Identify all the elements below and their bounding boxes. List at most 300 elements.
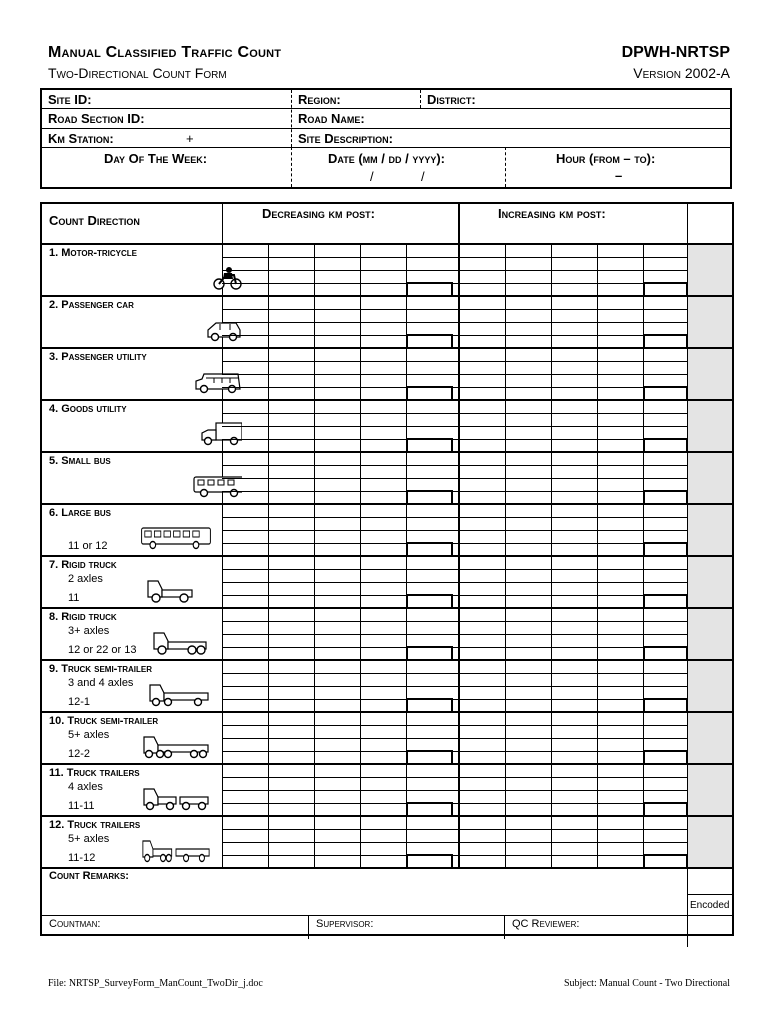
day-of-week-field[interactable]: Day Of The Week: — [104, 151, 208, 166]
tally-cell[interactable] — [361, 778, 406, 790]
tally-cell[interactable] — [315, 349, 360, 361]
tally-cell[interactable] — [407, 271, 452, 283]
tally-cell[interactable] — [361, 466, 406, 478]
tally-cell[interactable] — [407, 362, 452, 374]
tally-cell[interactable] — [269, 310, 314, 322]
tally-cell[interactable] — [460, 674, 505, 686]
tally-cell[interactable] — [407, 739, 452, 751]
tally-cell[interactable] — [598, 765, 643, 777]
tally-cell[interactable] — [506, 258, 551, 270]
tally-cell[interactable] — [223, 297, 268, 309]
tally-cell[interactable] — [460, 518, 505, 530]
tally-cell[interactable] — [223, 635, 268, 647]
tally-cell[interactable] — [552, 830, 597, 842]
tally-cell[interactable] — [315, 362, 360, 374]
tally-cell[interactable] — [598, 310, 643, 322]
tally-cell[interactable] — [506, 635, 551, 647]
tally-cell[interactable] — [506, 726, 551, 738]
tally-cell[interactable] — [552, 687, 597, 699]
tally-cell[interactable] — [552, 531, 597, 543]
tally-cell[interactable] — [552, 375, 597, 387]
tally-cell[interactable] — [460, 310, 505, 322]
tally-cell[interactable] — [460, 479, 505, 491]
tally-cell[interactable] — [269, 505, 314, 517]
encoded-cell[interactable] — [688, 297, 732, 347]
tally-cell[interactable] — [598, 713, 643, 725]
tally-cell[interactable] — [460, 609, 505, 621]
tally-cell[interactable] — [644, 362, 689, 374]
tally-cell[interactable] — [223, 609, 268, 621]
tally-cell[interactable] — [598, 609, 643, 621]
tally-cell[interactable] — [269, 622, 314, 634]
tally-cell[interactable] — [552, 453, 597, 465]
tally-cell[interactable] — [361, 401, 406, 413]
tally-cell[interactable] — [315, 570, 360, 582]
tally-cell[interactable] — [506, 817, 551, 829]
tally-cell[interactable] — [315, 479, 360, 491]
tally-cell[interactable] — [460, 713, 505, 725]
tally-cell[interactable] — [315, 466, 360, 478]
tally-cell[interactable] — [269, 635, 314, 647]
tally-cell[interactable] — [315, 687, 360, 699]
tally-cell[interactable] — [598, 635, 643, 647]
tally-cell[interactable] — [598, 414, 643, 426]
tally-cell[interactable] — [223, 817, 268, 829]
tally-cell[interactable] — [506, 323, 551, 335]
tally-cell[interactable] — [223, 362, 268, 374]
tally-cell[interactable] — [269, 427, 314, 439]
tally-cell[interactable] — [506, 570, 551, 582]
tally-cell[interactable] — [269, 245, 314, 257]
tally-cell[interactable] — [460, 297, 505, 309]
tally-cell[interactable] — [315, 765, 360, 777]
tally-cell[interactable] — [407, 245, 452, 257]
tally-cell[interactable] — [506, 778, 551, 790]
tally-cell[interactable] — [460, 414, 505, 426]
tally-cell[interactable] — [361, 245, 406, 257]
tally-cell[interactable] — [407, 583, 452, 595]
tally-cell[interactable] — [223, 726, 268, 738]
tally-cell[interactable] — [644, 258, 689, 270]
tally-cell[interactable] — [223, 466, 268, 478]
tally-cell[interactable] — [552, 635, 597, 647]
tally-cell[interactable] — [506, 245, 551, 257]
tally-cell[interactable] — [644, 817, 689, 829]
tally-cell[interactable] — [598, 453, 643, 465]
tally-cell[interactable] — [223, 622, 268, 634]
tally-cell[interactable] — [361, 453, 406, 465]
tally-cell[interactable] — [407, 297, 452, 309]
tally-cell[interactable] — [644, 414, 689, 426]
tally-cell[interactable] — [269, 453, 314, 465]
tally-cell[interactable] — [361, 323, 406, 335]
tally-cell[interactable] — [407, 570, 452, 582]
tally-cell[interactable] — [269, 557, 314, 569]
tally-cell[interactable] — [269, 674, 314, 686]
tally-cell[interactable] — [407, 505, 452, 517]
tally-cell[interactable] — [598, 778, 643, 790]
tally-cell[interactable] — [361, 726, 406, 738]
tally-cell[interactable] — [460, 778, 505, 790]
tally-cell[interactable] — [460, 466, 505, 478]
tally-cell[interactable] — [407, 713, 452, 725]
tally-cell[interactable] — [407, 349, 452, 361]
tally-cell[interactable] — [361, 531, 406, 543]
tally-cell[interactable] — [460, 375, 505, 387]
tally-cell[interactable] — [506, 505, 551, 517]
tally-cell[interactable] — [506, 271, 551, 283]
tally-cell[interactable] — [223, 661, 268, 673]
tally-cell[interactable] — [552, 271, 597, 283]
tally-cell[interactable] — [598, 817, 643, 829]
tally-cell[interactable] — [644, 453, 689, 465]
tally-cell[interactable] — [644, 349, 689, 361]
tally-cell[interactable] — [644, 843, 689, 855]
tally-cell[interactable] — [223, 323, 268, 335]
tally-cell[interactable] — [598, 570, 643, 582]
tally-cell[interactable] — [223, 674, 268, 686]
tally-cell[interactable] — [315, 583, 360, 595]
tally-cell[interactable] — [460, 830, 505, 842]
tally-cell[interactable] — [598, 622, 643, 634]
tally-cell[interactable] — [552, 583, 597, 595]
tally-cell[interactable] — [552, 674, 597, 686]
tally-cell[interactable] — [460, 739, 505, 751]
tally-cell[interactable] — [644, 661, 689, 673]
tally-cell[interactable] — [506, 622, 551, 634]
tally-cell[interactable] — [315, 453, 360, 465]
tally-cell[interactable] — [598, 349, 643, 361]
tally-cell[interactable] — [223, 830, 268, 842]
tally-cell[interactable] — [552, 401, 597, 413]
tally-cell[interactable] — [361, 687, 406, 699]
tally-cell[interactable] — [361, 518, 406, 530]
tally-cell[interactable] — [460, 427, 505, 439]
tally-cell[interactable] — [361, 505, 406, 517]
tally-cell[interactable] — [361, 791, 406, 803]
tally-cell[interactable] — [552, 791, 597, 803]
tally-cell[interactable] — [223, 843, 268, 855]
tally-cell[interactable] — [644, 674, 689, 686]
tally-cell[interactable] — [506, 687, 551, 699]
tally-cell[interactable] — [598, 843, 643, 855]
tally-cell[interactable] — [269, 687, 314, 699]
tally-cell[interactable] — [506, 830, 551, 842]
encoded-cell[interactable] — [688, 713, 732, 763]
tally-cell[interactable] — [407, 674, 452, 686]
tally-cell[interactable] — [407, 453, 452, 465]
tally-cell[interactable] — [506, 297, 551, 309]
tally-cell[interactable] — [361, 479, 406, 491]
tally-cell[interactable] — [407, 414, 452, 426]
tally-cell[interactable] — [506, 739, 551, 751]
tally-cell[interactable] — [361, 843, 406, 855]
encoded-cell[interactable] — [688, 609, 732, 659]
tally-cell[interactable] — [460, 557, 505, 569]
tally-cell[interactable] — [598, 466, 643, 478]
road-section-id-field[interactable]: Road Section ID: — [48, 111, 145, 126]
tally-cell[interactable] — [269, 375, 314, 387]
tally-cell[interactable] — [361, 817, 406, 829]
tally-cell[interactable] — [361, 765, 406, 777]
tally-cell[interactable] — [460, 531, 505, 543]
tally-cell[interactable] — [460, 401, 505, 413]
tally-cell[interactable] — [269, 778, 314, 790]
tally-cell[interactable] — [269, 414, 314, 426]
tally-cell[interactable] — [407, 375, 452, 387]
tally-cell[interactable] — [598, 674, 643, 686]
tally-cell[interactable] — [223, 791, 268, 803]
tally-cell[interactable] — [506, 362, 551, 374]
hour-field[interactable]: Hour (from – to): — [556, 151, 656, 166]
tally-cell[interactable] — [223, 518, 268, 530]
tally-cell[interactable] — [598, 791, 643, 803]
tally-cell[interactable] — [315, 271, 360, 283]
tally-cell[interactable] — [223, 778, 268, 790]
site-description-field[interactable]: Site Description: — [298, 131, 394, 146]
tally-cell[interactable] — [407, 635, 452, 647]
tally-cell[interactable] — [269, 323, 314, 335]
tally-cell[interactable] — [315, 674, 360, 686]
tally-cell[interactable] — [460, 271, 505, 283]
tally-cell[interactable] — [552, 570, 597, 582]
tally-cell[interactable] — [506, 479, 551, 491]
tally-cell[interactable] — [361, 570, 406, 582]
encoded-cell[interactable] — [688, 505, 732, 555]
tally-cell[interactable] — [460, 726, 505, 738]
tally-cell[interactable] — [598, 427, 643, 439]
tally-cell[interactable] — [269, 531, 314, 543]
tally-cell[interactable] — [361, 310, 406, 322]
tally-cell[interactable] — [644, 518, 689, 530]
tally-cell[interactable] — [361, 557, 406, 569]
tally-cell[interactable] — [598, 661, 643, 673]
tally-cell[interactable] — [223, 258, 268, 270]
tally-cell[interactable] — [361, 713, 406, 725]
tally-cell[interactable] — [598, 830, 643, 842]
tally-cell[interactable] — [552, 505, 597, 517]
tally-cell[interactable] — [644, 297, 689, 309]
tally-cell[interactable] — [460, 453, 505, 465]
tally-cell[interactable] — [644, 765, 689, 777]
tally-cell[interactable] — [361, 258, 406, 270]
tally-cell[interactable] — [315, 375, 360, 387]
tally-cell[interactable] — [644, 726, 689, 738]
tally-cell[interactable] — [223, 401, 268, 413]
tally-cell[interactable] — [269, 466, 314, 478]
encoded-cell[interactable] — [688, 245, 732, 295]
tally-cell[interactable] — [315, 414, 360, 426]
tally-cell[interactable] — [644, 310, 689, 322]
tally-cell[interactable] — [269, 401, 314, 413]
tally-cell[interactable] — [269, 570, 314, 582]
tally-cell[interactable] — [506, 375, 551, 387]
tally-cell[interactable] — [269, 518, 314, 530]
tally-cell[interactable] — [223, 245, 268, 257]
tally-cell[interactable] — [361, 830, 406, 842]
tally-cell[interactable] — [361, 609, 406, 621]
tally-cell[interactable] — [223, 739, 268, 751]
tally-cell[interactable] — [460, 817, 505, 829]
tally-cell[interactable] — [598, 297, 643, 309]
tally-cell[interactable] — [552, 726, 597, 738]
tally-cell[interactable] — [506, 518, 551, 530]
tally-cell[interactable] — [315, 323, 360, 335]
road-name-field[interactable]: Road Name: — [298, 111, 365, 126]
tally-cell[interactable] — [506, 609, 551, 621]
tally-cell[interactable] — [552, 843, 597, 855]
tally-cell[interactable] — [315, 622, 360, 634]
tally-cell[interactable] — [552, 310, 597, 322]
tally-cell[interactable] — [269, 362, 314, 374]
tally-cell[interactable] — [598, 375, 643, 387]
tally-cell[interactable] — [644, 323, 689, 335]
tally-cell[interactable] — [407, 830, 452, 842]
tally-cell[interactable] — [223, 375, 268, 387]
tally-cell[interactable] — [460, 570, 505, 582]
tally-cell[interactable] — [644, 622, 689, 634]
tally-cell[interactable] — [269, 479, 314, 491]
tally-cell[interactable] — [506, 310, 551, 322]
tally-cell[interactable] — [269, 271, 314, 283]
tally-cell[interactable] — [223, 414, 268, 426]
tally-cell[interactable] — [223, 583, 268, 595]
tally-cell[interactable] — [361, 375, 406, 387]
tally-cell[interactable] — [460, 258, 505, 270]
tally-cell[interactable] — [552, 427, 597, 439]
countman-field[interactable]: Countman: — [49, 918, 101, 930]
tally-cell[interactable] — [460, 349, 505, 361]
tally-cell[interactable] — [361, 362, 406, 374]
encoded-cell[interactable] — [688, 349, 732, 399]
tally-cell[interactable] — [644, 791, 689, 803]
tally-cell[interactable] — [552, 245, 597, 257]
tally-cell[interactable] — [223, 505, 268, 517]
tally-cell[interactable] — [407, 726, 452, 738]
tally-cell[interactable] — [407, 323, 452, 335]
tally-cell[interactable] — [552, 349, 597, 361]
tally-cell[interactable] — [460, 505, 505, 517]
tally-cell[interactable] — [315, 817, 360, 829]
date-field[interactable]: Date (mm / dd / yyyy): — [328, 151, 445, 166]
tally-cell[interactable] — [552, 258, 597, 270]
tally-cell[interactable] — [598, 557, 643, 569]
tally-cell[interactable] — [223, 713, 268, 725]
qc-reviewer-field[interactable]: QC Reviewer: — [512, 918, 580, 930]
tally-cell[interactable] — [506, 557, 551, 569]
tally-cell[interactable] — [460, 687, 505, 699]
tally-cell[interactable] — [506, 713, 551, 725]
tally-cell[interactable] — [552, 362, 597, 374]
tally-cell[interactable] — [552, 778, 597, 790]
tally-cell[interactable] — [506, 401, 551, 413]
tally-cell[interactable] — [361, 739, 406, 751]
tally-cell[interactable] — [223, 531, 268, 543]
tally-cell[interactable] — [598, 401, 643, 413]
tally-cell[interactable] — [407, 557, 452, 569]
tally-cell[interactable] — [598, 583, 643, 595]
tally-cell[interactable] — [361, 622, 406, 634]
encoded-cell[interactable] — [688, 817, 732, 867]
tally-cell[interactable] — [269, 349, 314, 361]
tally-cell[interactable] — [315, 531, 360, 543]
tally-cell[interactable] — [223, 570, 268, 582]
tally-cell[interactable] — [407, 531, 452, 543]
tally-cell[interactable] — [552, 518, 597, 530]
tally-cell[interactable] — [315, 726, 360, 738]
tally-cell[interactable] — [315, 557, 360, 569]
tally-cell[interactable] — [552, 765, 597, 777]
tally-cell[interactable] — [407, 427, 452, 439]
tally-cell[interactable] — [552, 466, 597, 478]
tally-cell[interactable] — [315, 830, 360, 842]
tally-cell[interactable] — [506, 791, 551, 803]
tally-cell[interactable] — [407, 609, 452, 621]
tally-cell[interactable] — [407, 765, 452, 777]
tally-cell[interactable] — [269, 583, 314, 595]
tally-cell[interactable] — [598, 258, 643, 270]
encoded-cell[interactable] — [688, 453, 732, 503]
tally-cell[interactable] — [460, 843, 505, 855]
km-station-field[interactable]: Km Station: — [48, 131, 114, 146]
tally-cell[interactable] — [460, 635, 505, 647]
tally-cell[interactable] — [315, 427, 360, 439]
tally-cell[interactable] — [361, 635, 406, 647]
tally-cell[interactable] — [407, 622, 452, 634]
tally-cell[interactable] — [315, 258, 360, 270]
tally-cell[interactable] — [407, 791, 452, 803]
tally-cell[interactable] — [269, 661, 314, 673]
tally-cell[interactable] — [644, 609, 689, 621]
tally-cell[interactable] — [598, 271, 643, 283]
tally-cell[interactable] — [223, 271, 268, 283]
tally-cell[interactable] — [644, 583, 689, 595]
tally-cell[interactable] — [598, 323, 643, 335]
tally-cell[interactable] — [315, 739, 360, 751]
tally-cell[interactable] — [552, 414, 597, 426]
tally-cell[interactable] — [460, 245, 505, 257]
tally-cell[interactable] — [315, 609, 360, 621]
tally-cell[interactable] — [361, 661, 406, 673]
tally-cell[interactable] — [223, 310, 268, 322]
tally-cell[interactable] — [644, 375, 689, 387]
region-field[interactable]: Region: — [298, 92, 341, 107]
tally-cell[interactable] — [269, 765, 314, 777]
tally-cell[interactable] — [407, 401, 452, 413]
site-id-field[interactable]: Site ID: — [48, 92, 92, 107]
tally-cell[interactable] — [644, 557, 689, 569]
tally-cell[interactable] — [644, 778, 689, 790]
tally-cell[interactable] — [460, 323, 505, 335]
tally-cell[interactable] — [223, 765, 268, 777]
count-remarks-input[interactable] — [43, 881, 686, 913]
tally-cell[interactable] — [460, 661, 505, 673]
tally-cell[interactable] — [407, 310, 452, 322]
tally-cell[interactable] — [598, 518, 643, 530]
tally-cell[interactable] — [460, 622, 505, 634]
tally-cell[interactable] — [315, 661, 360, 673]
tally-cell[interactable] — [598, 505, 643, 517]
tally-cell[interactable] — [223, 427, 268, 439]
tally-cell[interactable] — [552, 297, 597, 309]
tally-cell[interactable] — [315, 635, 360, 647]
tally-cell[interactable] — [315, 310, 360, 322]
tally-cell[interactable] — [223, 687, 268, 699]
tally-cell[interactable] — [315, 245, 360, 257]
tally-cell[interactable] — [361, 414, 406, 426]
tally-cell[interactable] — [269, 739, 314, 751]
tally-cell[interactable] — [315, 791, 360, 803]
